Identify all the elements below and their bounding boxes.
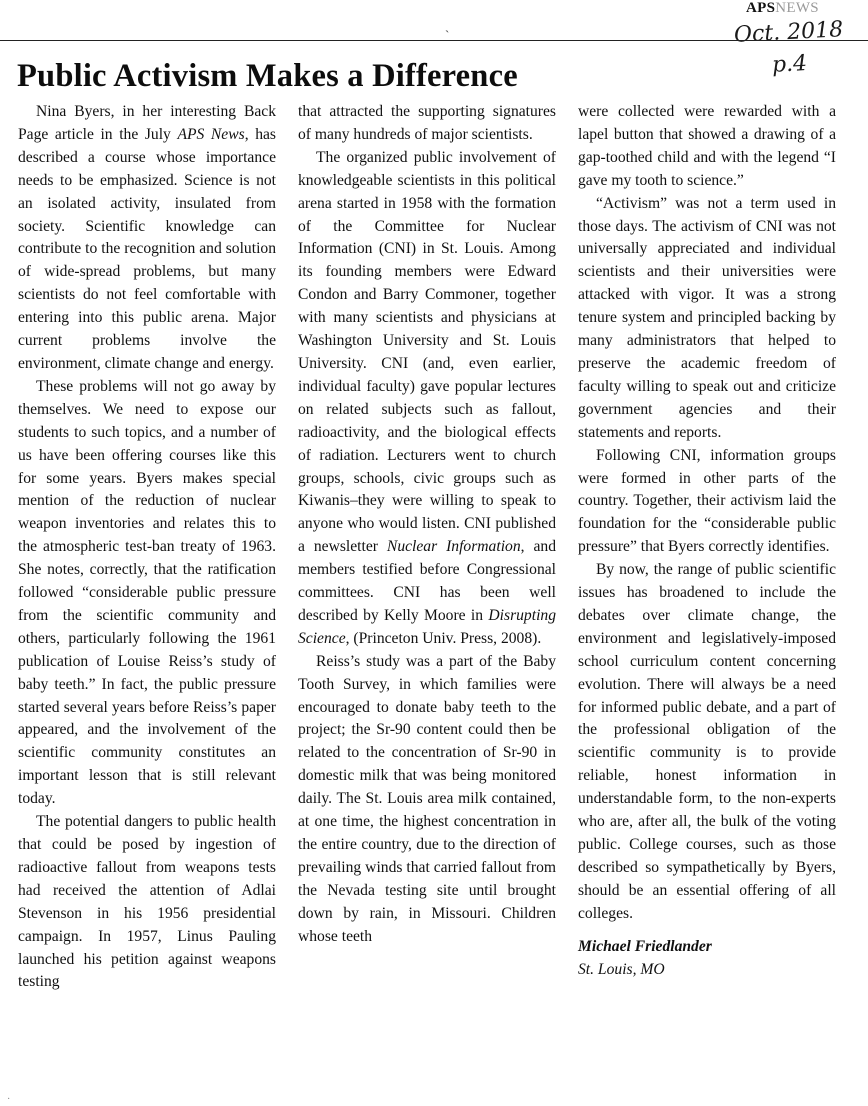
paragraph-continued: were collected were rewarded with a lapel button that showed a drawing of a gap-toothed child and with the legend “I gave my tooth to science.” — [578, 103, 836, 189]
newsletter-title: Nuclear Information — [386, 538, 521, 556]
masthead-faded-label: NEWS — [775, 0, 819, 16]
article-column-1 — [18, 101, 276, 994]
paragraph: The potential dangers to public health that could be posed by ingestion of radioactive fallout from weapons tests had received the attention of Adlai Stevenson in his 1956 presidential campaign. In 1957, Linus Pauling launched his petition against weapons testing — [18, 813, 276, 991]
paragraph: These problems will not go away by themselves. We need to expose our students to such topics, and a number of us have been offering courses like this for some years. Byers makes special mention of the reduction of nuclear weapon inventories and relates this to the atmospheric test-ban treaty of 1963. She notes, correctly, that the ratification followed “considerable public pressure from the scientific community and others, particularly following the 1961 publication of Louise Reiss’s study of baby teeth.” In fact, the public pressure started several years before Reiss’s paper appeared, and the involvement of the scientific community constitutes an important lesson that is still relevant today. — [18, 377, 276, 808]
handwritten-date: Oct. 2018 — [733, 17, 844, 48]
author-location: St. Louis, MO — [578, 960, 665, 978]
article-column-2 — [298, 101, 556, 949]
article-headline: Public Activism Makes a Difference — [17, 58, 518, 94]
paragraph: Reiss’s study was a part of the Baby Tooth Survey, in which families were encouraged to donate baby teeth to the project; the Sr-90 content could then be related to the concentration of Sr-90 in domestic milk that was being monitored daily. The St. Louis area milk contained, at one time, the highest concentration in the entire country, due to the direction of prevailing winds that carried fallout from the Nevada testing site until brought down by rain, in Missouri. Children whose teeth — [298, 652, 556, 945]
paragraph: Following CNI, information groups were formed in other parts of the country. Together, their activism laid the foundation for the “considerable public pressure” that Byers correctly identifies. — [578, 446, 836, 556]
paragraph-continued: that attracted the supporting signatures of many hundreds of major scientists. — [298, 103, 556, 143]
book-title: Disrupting Science — [298, 606, 556, 647]
masthead-label: APS — [746, 0, 776, 16]
author-signature — [578, 936, 836, 982]
paragraph: Nina Byers, in her interesting Back Page article in the July APS News, has described a course whose importance needs to be emphasized. Science is not an isolated activity, insulated from society. Scientific knowledge can contribute to the recognition and solution of wide-spread problems, but many scientists do not feel comfortable with entering into this public arena. Major current problems involve the environment, climate change and energy. — [18, 103, 276, 372]
header-rule — [0, 40, 868, 41]
paragraph: By now, the range of public scientific issues has broadened to include the debates over climate change, the environment and legislatively-imposed school curriculum content concerning evolution. There will always be a need for informed public debate, and a part of the professional obligation of the scientific community is to provide reliable, honest information in understandable form, to the non-experts who are, after all, the bulk of the voting public. College courses, such as those described so sympathetically by Byers, should be an essential offering of all colleges. — [578, 561, 836, 922]
publication-masthead — [746, 0, 819, 17]
paragraph: “Activism” was not a term used in those days. The activism of CNI was not universally appreciated and individual scientists and their universities were attacked with vigor. It was a strong tenure system and principled backing by many administrators that helped to preserve the academic freedom of faculty willing to speak out and criticize government agencies and their statements and reports. — [578, 194, 836, 441]
publication-title: APS News — [177, 125, 245, 143]
handwritten-page-number: p.4 — [771, 51, 808, 78]
paragraph: The organized public involvement of knowledgeable scientists in this political arena started in 1958 with the formation of the Committee for Nuclear Information (CNI) in St. Louis. Among its founding members were Edward Condon and Barry Commoner, together with many scientists and physicians at Washington University and St. Louis University. CNI (and, even earlier, individual faculty) gave popular lectures on related subjects such as fallout, radioactivity, and the biological effects of radiation. Lecturers went to church groups, schools, civic groups such as Kiwanis–they were willing to speak to anyone who would listen. CNI published a newsletter Nuclear Information, and members testified before Congressional committees. CNI has been well described by Kelly Moore in Disrupting Science, (Princeton Univ. Press, 2008). — [298, 148, 556, 647]
stray-mark-icon: ˎ — [445, 18, 450, 33]
article-column-3 — [578, 101, 836, 981]
author-name: Michael Friedlander — [578, 937, 712, 955]
scan-speck: · — [7, 1094, 11, 1105]
